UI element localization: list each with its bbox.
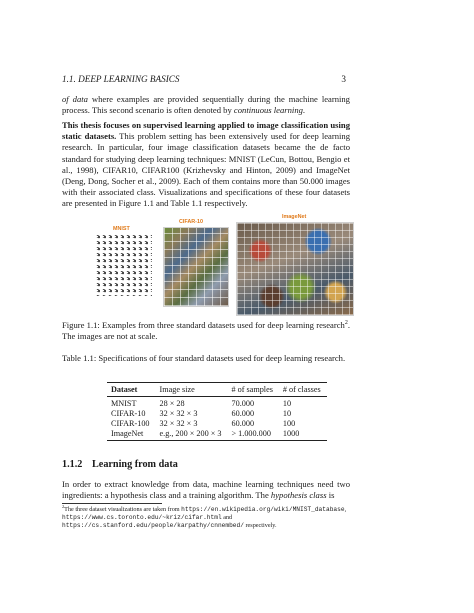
section-number: 1.1.2	[62, 459, 83, 470]
footnote-url[interactable]: https://en.wikipedia.org/wiki/MNIST_database	[181, 506, 345, 513]
footnote-url[interactable]: https://www.cs.toronto.edu/~kriz/cifar.html	[62, 514, 222, 521]
footnote-text: and	[221, 514, 233, 521]
table-cell: CIFAR-100	[111, 419, 150, 428]
paragraph-text: In order to extract knowledge from data, machine learning techniques need two ingredients: a hypothesis class and a training algorithm. The	[62, 479, 350, 501]
footnote-ref: 2	[344, 320, 348, 327]
paragraph-text: where examples are provided sequentially during the machine learning process. This second scenario is often denoted by	[62, 94, 350, 116]
imagenet-label: ImageNet	[282, 214, 307, 220]
footnote-text: respectively.	[243, 522, 277, 529]
table-row	[107, 429, 327, 441]
cifar-label: CIFAR-10	[179, 219, 203, 225]
footnote-mark: 2	[62, 503, 65, 509]
table-cell: CIFAR-10	[111, 409, 146, 418]
paragraph-learning-from-data	[62, 479, 350, 501]
table-header: Dataset	[107, 383, 156, 397]
paragraph-text: is	[326, 490, 335, 501]
table-cell: 32 × 32 × 3	[159, 419, 198, 428]
mnist-label: MNIST	[113, 226, 130, 232]
table-cell: e.g., 200 × 200 × 3	[156, 429, 228, 441]
table-header: # of classes	[279, 383, 327, 397]
paragraph-continuous-learning	[62, 94, 350, 116]
table-cell: 10	[282, 399, 292, 408]
cifar-sample-image	[163, 227, 229, 307]
table-cell: 32 × 32 × 3	[159, 409, 198, 418]
table-caption: Table 1.1: Specifications of four standard datasets used for deep learning research.	[62, 353, 346, 363]
paragraph-thesis-focus	[62, 120, 350, 210]
table-cell: > 1.000.000	[228, 429, 279, 441]
table-row	[107, 419, 327, 429]
dataset-specs-table	[107, 382, 327, 441]
italic-text: of data	[62, 94, 88, 104]
footnote-url[interactable]: https://cs.stanford.edu/people/karpathy/cnnembed/	[62, 522, 244, 529]
footnote-divider	[62, 503, 162, 504]
table-header: Image size	[156, 383, 228, 397]
table-cell: MNIST	[111, 399, 137, 408]
table-header-row	[107, 383, 327, 397]
table-row	[107, 397, 327, 409]
section-title: Learning from data	[92, 459, 178, 470]
table-cell: 1000	[279, 429, 327, 441]
caption-text: . The images are not at scale.	[62, 320, 350, 342]
footnote	[62, 503, 350, 530]
table-cell: 60.000	[231, 419, 255, 428]
italic-term: continuous learning	[233, 105, 303, 116]
table-cell: 100	[282, 419, 296, 428]
footnote-text: The three dataset visualizations are taken from	[64, 506, 182, 513]
table-cell: 10	[282, 409, 292, 418]
running-header	[62, 74, 346, 84]
italic-term: hypothesis class	[270, 490, 327, 501]
paragraph-text: .	[302, 105, 306, 116]
running-title: 1.1. DEEP LEARNING BASICS	[62, 74, 180, 84]
paragraph-text: This problem setting has been extensively used for deep learning research. In particular, four image classification datasets became the de facto standard for studying deep learning techniques: MNIST (LeCun, Bottou, Bengio et al., 1998), CIFAR10, CIFAR100 (Krizhevsky and Hinton, 2009) and ImageNet (Deng, Dong, Socher et al., 2009). Each of them contains more than 50.000 images with their associated class. Visualizations and specifications of these four datasets are presented in Figure 1.1 and Table 1.1 respectively.	[62, 131, 350, 209]
table-cell: 70.000	[231, 399, 255, 408]
table-row	[107, 409, 327, 419]
bold-lead-sentence: This thesis focuses on supervised learning applied to image classification using static datasets.	[62, 120, 350, 142]
section-heading	[62, 459, 178, 470]
table-header: # of samples	[228, 383, 279, 397]
caption-text: Figure 1.1: Examples from three standard datasets used for deep learning research	[62, 320, 345, 330]
table-cell: 60.000	[231, 409, 255, 418]
table-cell: 28 × 28	[159, 399, 185, 408]
table-cell: ImageNet	[107, 429, 156, 441]
figure-caption	[62, 320, 350, 342]
mnist-sample-image	[96, 234, 152, 296]
page-number: 3	[341, 74, 346, 84]
footnote-text: ,	[344, 506, 347, 513]
imagenet-sample-image	[236, 222, 354, 316]
